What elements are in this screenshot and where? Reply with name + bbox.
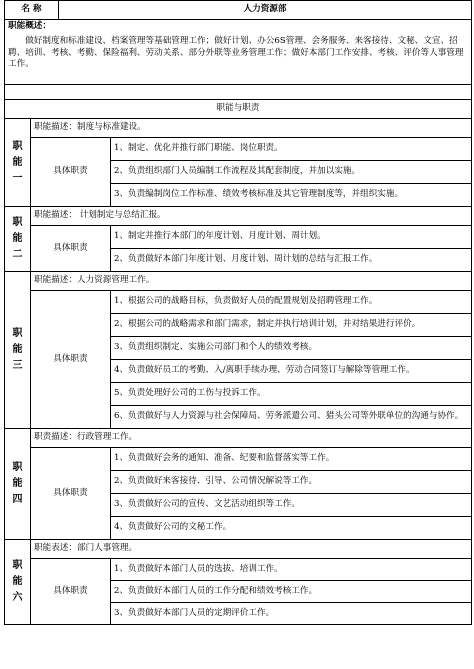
- function-label: [5, 540, 31, 625]
- department-table: [4, 0, 472, 625]
- section-title-row: [5, 100, 472, 119]
- duty-item: 1、负责做好会务的通知、准备、纪要和监督落实等工作。: [111, 448, 472, 471]
- duty-item: 3、负责编制岗位工作标准、绩效考核标准及其它管理制度等，并组织实施。: [111, 184, 472, 207]
- duty-item: 2、负责做好本部门年度计划、月度计划、周计划的总结与汇报工作。: [111, 249, 472, 272]
- function-label-char: 一: [12, 172, 23, 184]
- spacer: [5, 85, 472, 100]
- duty-item: 4、负责做好员工的考勤、入/离职手续办理、劳动合同签订与解除等管理工作。: [111, 360, 472, 383]
- function-label-char: 能: [12, 576, 23, 587]
- overview-title-row: [5, 20, 472, 35]
- overview-title: 职能概述：: [5, 20, 472, 35]
- function-label-char: 能: [12, 156, 23, 168]
- function-label-char: 二: [12, 249, 23, 260]
- duty-item: 3、负责做好公司的宣传、文艺活动组织等工作。: [111, 494, 472, 517]
- duty-item: 4、负责做好公司的文秘工作。: [111, 517, 472, 540]
- function-label-char: 能: [12, 344, 23, 355]
- duty-item: 6、负责做好与人力资源与社会保障局、劳务派遣公司、猎头公司等外联单位的沟通与协作。: [111, 406, 472, 429]
- function-desc-row: [5, 429, 472, 448]
- sub-label: 具体职责: [31, 559, 111, 625]
- function-desc-row: [5, 207, 472, 226]
- function-desc-row: [5, 272, 472, 291]
- sub-label: 具体职责: [31, 138, 111, 207]
- function-label: [5, 207, 31, 272]
- department-name: 人力资源部: [59, 1, 472, 20]
- function-label-char: 四: [12, 494, 23, 505]
- header-row: [5, 1, 472, 20]
- function-desc: 职能描述： 计划制定与总结汇报。: [31, 207, 472, 226]
- function-label: [5, 272, 31, 429]
- duty-item: 3、负责做好本部门人员的定期评价工作。: [111, 603, 472, 625]
- function-desc: 职能描述：制度与标准建设。: [31, 119, 472, 138]
- function-label-char: 职: [12, 140, 23, 152]
- duty-row: [5, 559, 472, 581]
- function-desc: 职能描述：人力资源管理工作。: [31, 272, 472, 291]
- spacer-row: [5, 85, 472, 100]
- name-label: 名 称: [5, 1, 59, 20]
- sub-label: 具体职责: [31, 291, 111, 429]
- function-label-char: 职: [12, 328, 23, 339]
- function-desc-row: [5, 540, 472, 559]
- duty-row: [5, 291, 472, 314]
- function-desc: 职能表述：部门人事管理。: [31, 540, 472, 559]
- duty-row: [5, 226, 472, 249]
- duty-item: 2、负责做好来客接待、引导、公司情况解说等工作。: [111, 471, 472, 494]
- function-label: [5, 429, 31, 540]
- duty-item: 1、根据公司的战略目标，负责做好人员的配置规划及招聘管理工作。: [111, 291, 472, 314]
- function-label-char: 职: [12, 462, 23, 473]
- duty-item: 3、负责组织制定、实施公司部门和个人的绩效考核。: [111, 337, 472, 360]
- function-label-char: 六: [12, 592, 23, 603]
- function-label-char: 能: [12, 233, 23, 244]
- duty-item: 2、负责做好本部门人员的工作分配和绩效考核工作。: [111, 581, 472, 603]
- function-label: [5, 119, 31, 207]
- section-title: 职能与职责: [5, 100, 472, 119]
- function-label-char: 职: [12, 217, 23, 228]
- sub-label: 具体职责: [31, 448, 111, 540]
- duty-item: 1、负责做好本部门人员的选拔、培训工作。: [111, 559, 472, 581]
- duty-item: 1、制定并推行本部门的年度计划、月度计划、周计划。: [111, 226, 472, 249]
- overview-body-row: [5, 34, 472, 85]
- duty-item: 1、制定、优化并推行部门职能、岗位职责。: [111, 138, 472, 161]
- sub-label: 具体职责: [31, 226, 111, 272]
- duty-item: 2、根据公司的战略需求和部门需求，制定并执行培训计划，并对结果进行评价。: [111, 314, 472, 337]
- overview-text: 做好制度和标准建设、档案管理等基础管理工作；做好计划、办公6S管理、会务服务、来客接待、文秘、文宣、招聘、培训、考核、考勤、保险福利、劳动关系、部分外联等业务管理工作；做好本部门工作安排、考核、评价等人事管理工作。: [5, 34, 472, 85]
- duty-item: 2、负责组织部门人员编制工作流程及其配套制度，并加以实施。: [111, 161, 472, 184]
- duty-row: [5, 448, 472, 471]
- function-desc-row: [5, 119, 472, 138]
- function-label-char: 职: [12, 560, 23, 571]
- function-desc: 职责描述：行政管理工作。: [31, 429, 472, 448]
- function-label-char: 能: [12, 478, 23, 489]
- duty-item: 5、负责处理好公司的工伤与投诉工作。: [111, 383, 472, 406]
- function-label-char: 三: [12, 360, 23, 371]
- duty-row: [5, 138, 472, 161]
